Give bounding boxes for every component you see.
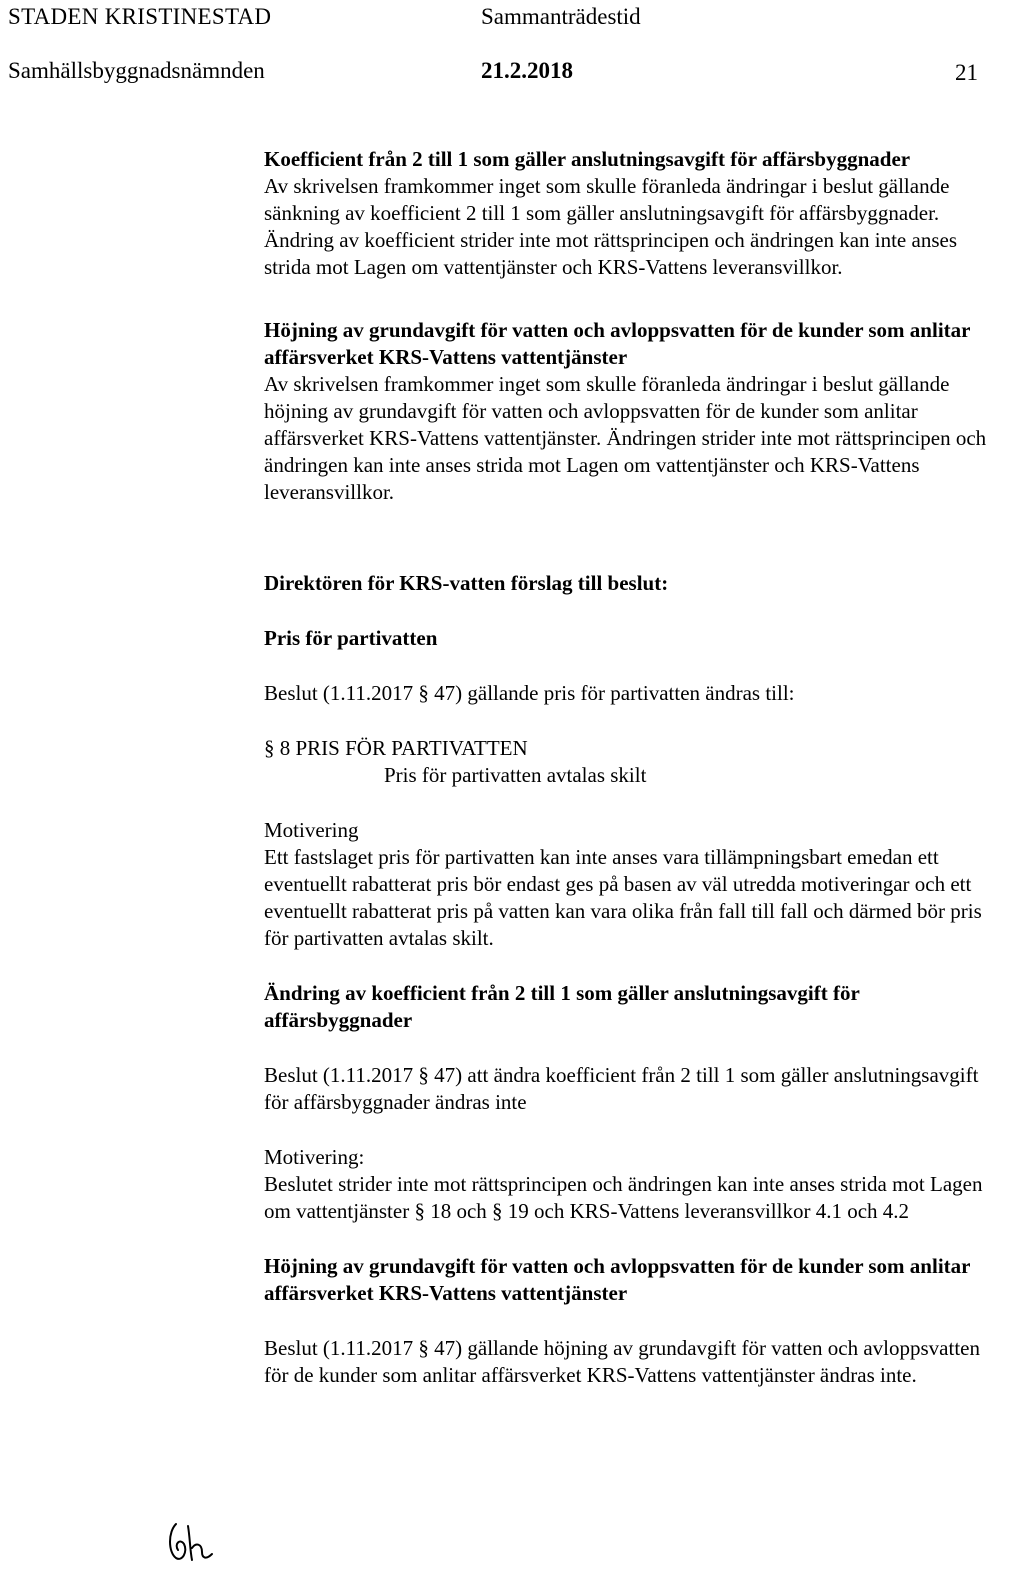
- section-decision-grundavgift: Beslut (1.11.2017 § 47) gällande höjning av grundavgift för vatten och avloppsvatten för de kunder som anlitar affärsverket KRS-Vattens vattentjänster ändras inte.: [264, 1336, 980, 1387]
- proposal-heading: Direktören för KRS-vatten förslag till beslut:: [264, 571, 669, 595]
- proposal-subheading: Pris för partivatten: [264, 626, 438, 650]
- organization-name: STADEN KRISTINESTAD: [8, 4, 272, 29]
- motivation-label: Motivering: [264, 818, 359, 842]
- section-heading-koefficient: Koefficient från 2 till 1 som gäller anslutningsavgift för affärsbyggnader: [264, 147, 911, 171]
- motivation-text: Ett fastslaget pris för partivatten kan inte anses vara tillämpningsbart emedan ett eventuellt rabatterat pris bör endast ges på basen av väl utredda motiveringar och ett eventuellt rabatterat pris på vatten kan vara olika från fall till fall och därmed bör pris för partivatten avtalas skilt.: [264, 845, 982, 950]
- section-body-koefficient: Av skrivelsen framkommer inget som skulle föranleda ändringar i beslut gällande sänkning av koefficient 2 till 1 som gäller anslutningsavgift för affärsbyggnader. Ändring av koefficient strider inte mot rättsprincipen och ändringen kan inte anses strida mot Lagen om vattentjänster och KRS-Vattens leveransvillkor.: [264, 174, 957, 279]
- motivation-label-2: Motivering:: [264, 1145, 365, 1169]
- page-number: 21: [955, 60, 978, 85]
- section-heading-grundavgift-change: Höjning av grundavgift för vatten och avloppsvatten för de kunder som anlitar affärsverket KRS-Vattens vattentjänster: [264, 1254, 971, 1305]
- proposal-decision: Beslut (1.11.2017 § 47) gällande pris för partivatten ändras till:: [264, 681, 795, 705]
- committee-name: Samhällsbyggnadsnämnden: [8, 58, 265, 83]
- document-body: [264, 146, 1004, 1389]
- clause-text: Pris för partivatten avtalas skilt: [384, 763, 647, 787]
- section-body-grundavgift: Av skrivelsen framkommer inget som skulle föranleda ändringar i beslut gällande höjning av grundavgift för vatten och avloppsvatten för de kunder som anlitar affärsverket KRS-Vattens vattentjänster. Ändringen strider inte mot rättsprincipen och ändringen kan inte anses strida mot Lagen om vattentjänster och KRS-Vattens leveransvillkor.: [264, 372, 987, 504]
- signature-initials: [162, 1518, 214, 1564]
- section-heading-grundavgift: Höjning av grundavgift för vatten och avloppsvatten för de kunder som anlitar affärsverket KRS-Vattens vattentjänster: [264, 318, 971, 369]
- section-heading-koefficient-change: Ändring av koefficient från 2 till 1 som gäller anslutningsavgift för affärsbyggnader: [264, 981, 860, 1032]
- clause-title: § 8 PRIS FÖR PARTIVATTEN: [264, 736, 528, 760]
- section-decision-koefficient: Beslut (1.11.2017 § 47) att ändra koefficient från 2 till 1 som gäller anslutningsavgift för affärsbyggnader ändras inte: [264, 1063, 979, 1114]
- meeting-label: Sammanträdestid: [481, 4, 641, 29]
- meeting-date: 21.2.2018: [481, 58, 573, 83]
- motivation-text-2: Beslutet strider inte mot rättsprincipen och ändringen kan inte anses strida mot Lagen om vattentjänster § 18 och § 19 och KRS-Vattens leveransvillkor 4.1 och 4.2: [264, 1172, 983, 1223]
